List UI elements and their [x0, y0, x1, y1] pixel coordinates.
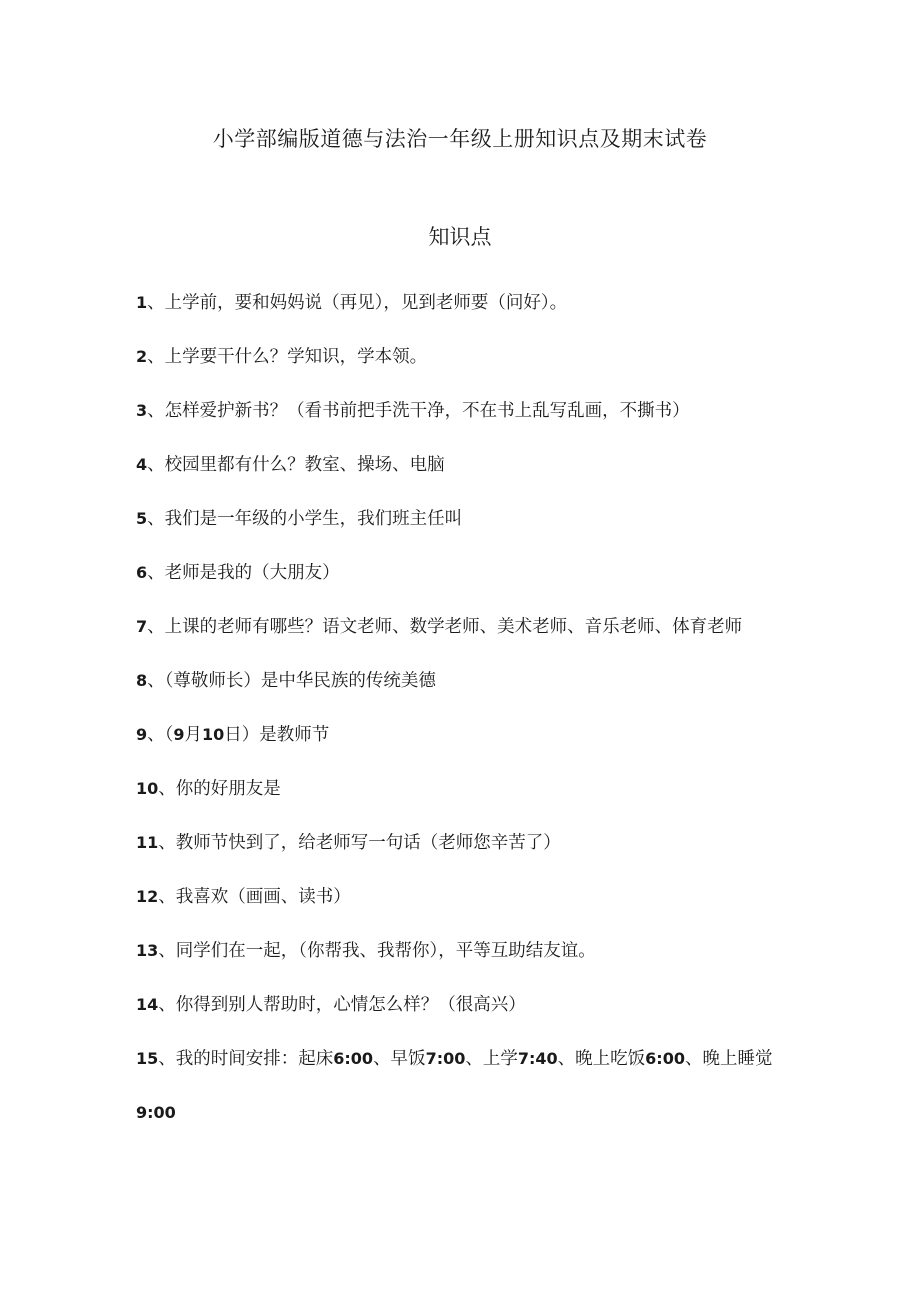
item-text-segment: （ [164, 725, 174, 745]
item-number: 12 [136, 887, 159, 906]
item-text-segment: 我喜欢（画画、读书） [175, 887, 351, 907]
item-separator: 、 [147, 563, 165, 583]
item-separator: 、 [147, 671, 165, 691]
item-number: 14 [136, 995, 159, 1014]
item-separator: 、 [147, 401, 165, 421]
item-text [165, 455, 445, 475]
item-number: 1 [136, 293, 148, 312]
item-text-segment: 、晚上吃饭 [557, 1049, 646, 1069]
item-text-segment: 上学前，要和妈妈说（再见），见到老师要（问好）。 [164, 293, 568, 313]
list-item [136, 438, 776, 492]
item-text-segment: 我们是一年级的小学生，我们班主任叫 [164, 509, 463, 529]
item-number: 11 [136, 833, 159, 852]
item-text [176, 833, 561, 853]
item-separator: 、 [158, 995, 176, 1015]
list-item [136, 978, 776, 1032]
item-text [165, 293, 568, 313]
item-text-segment: 你得到别人帮助时，心情怎么样？（很高兴） [175, 995, 526, 1015]
item-separator: 、 [158, 887, 176, 907]
item-number: 5 [136, 509, 148, 528]
list-item [136, 546, 776, 600]
item-text-number: 9 [173, 725, 185, 744]
item-text-number: 9:00 [136, 1103, 176, 1122]
item-text-segment: 、晚上睡觉 [684, 1049, 773, 1069]
item-separator: 、 [147, 293, 165, 313]
list-item [136, 708, 776, 762]
list-item [136, 276, 776, 330]
item-number: 2 [136, 347, 148, 366]
list-item [136, 816, 776, 870]
item-number: 6 [136, 563, 148, 582]
item-number: 13 [136, 941, 159, 960]
item-separator: 、 [158, 779, 176, 799]
document-title: 小学部编版道德与法治一年级上册知识点及期末试卷 [212, 127, 708, 151]
list-item [136, 384, 776, 438]
item-text-segment: 同学们在一起，（你帮我、我帮你），平等互助结友谊。 [175, 941, 596, 961]
item-number: 7 [136, 617, 148, 636]
item-text [176, 779, 281, 799]
item-separator: 、 [147, 617, 165, 637]
item-text [165, 671, 436, 691]
item-text-number: 7:00 [425, 1049, 466, 1068]
item-text-segment: 日）是教师节 [224, 725, 330, 745]
item-text [165, 347, 428, 367]
list-item [136, 1032, 776, 1140]
list-item [136, 330, 776, 384]
knowledge-point-list [136, 276, 776, 1140]
item-number: 9 [136, 725, 148, 744]
section-heading: 知识点 [428, 225, 492, 249]
item-number: 4 [136, 455, 148, 474]
item-separator: 、 [147, 725, 165, 745]
item-text-segment: 校园里都有什么？教室、操场、电脑 [164, 455, 445, 475]
item-separator: 、 [147, 455, 165, 475]
list-item [136, 600, 776, 654]
list-item [136, 492, 776, 546]
item-separator: 、 [147, 509, 165, 529]
item-separator: 、 [158, 833, 176, 853]
item-number: 3 [136, 401, 148, 420]
item-text-segment: 上课的老师有哪些？语文老师、数学老师、美术老师、音乐老师、体育老师 [164, 617, 743, 637]
item-text [176, 887, 351, 907]
item-text-segment: 月 [184, 725, 203, 745]
item-text [165, 563, 340, 583]
item-separator: 、 [158, 941, 176, 961]
item-text-number: 6:00 [645, 1049, 685, 1068]
list-item [136, 870, 776, 924]
item-text-number: 6:00 [333, 1049, 374, 1068]
list-item [136, 654, 776, 708]
item-text-segment: （尊敬师长）是中华民族的传统美德 [164, 671, 436, 691]
item-text-segment: 怎样爱护新书？（看书前把手洗干净，不在书上乱写乱画，不撕书） [164, 401, 690, 421]
item-separator: 、 [158, 1049, 176, 1069]
item-separator: 、 [147, 347, 165, 367]
list-item [136, 924, 776, 978]
item-text [165, 401, 690, 421]
item-text [136, 1049, 772, 1123]
item-text-segment: 我的时间安排：起床 [175, 1049, 334, 1069]
item-text [165, 509, 463, 529]
item-number: 15 [136, 1049, 159, 1068]
item-text [165, 617, 743, 637]
item-text-number: 7:40 [517, 1049, 558, 1068]
item-text-segment: 上学要干什么？学知识，学本领。 [164, 347, 428, 367]
item-text [176, 995, 526, 1015]
item-text-number: 10 [202, 725, 225, 744]
list-item [136, 762, 776, 816]
item-text-segment: 教师节快到了，给老师写一句话（老师您辛苦了） [175, 833, 561, 853]
item-number: 10 [136, 779, 159, 798]
item-text-segment: 、上学 [465, 1049, 518, 1069]
item-text-segment: 老师是我的（大朋友） [164, 563, 340, 583]
item-text [176, 941, 596, 961]
item-text [165, 725, 330, 745]
item-number: 8 [136, 671, 148, 690]
item-text-segment: 、早饭 [373, 1049, 426, 1069]
item-text-segment: 你的好朋友是 [175, 779, 281, 799]
